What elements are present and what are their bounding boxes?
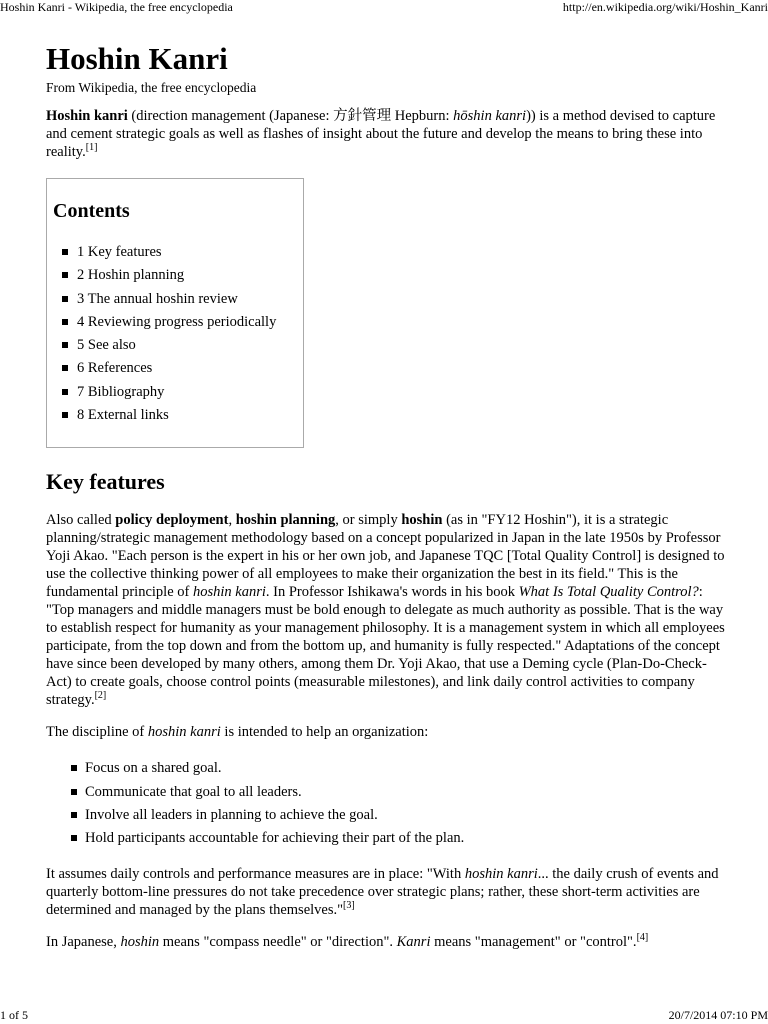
toc-item-external-links[interactable] — [77, 404, 303, 427]
print-header-title: Hoshin Kanri - Wikipedia, the free encyclopedia — [0, 0, 233, 14]
toc-item-hoshin-planning[interactable] — [77, 264, 303, 287]
toc-item-bibliography[interactable] — [77, 381, 303, 404]
bullet-icon — [62, 249, 68, 255]
toc-item-label[interactable]: 3 The annual hoshin review — [77, 290, 238, 307]
list-item — [85, 781, 726, 804]
text-run: means "compass needle" or "direction". — [159, 933, 397, 950]
intro-japanese-term[interactable]: 方針管理 — [333, 108, 392, 124]
print-timestamp: 20/7/2014 07:10 PM — [668, 1008, 768, 1022]
toc-item-label[interactable]: 2 Hoshin planning — [77, 267, 185, 284]
bold-term: hoshin — [401, 512, 443, 529]
key-features-paragraph — [46, 511, 726, 709]
citation-3[interactable]: [3] — [343, 899, 355, 911]
section-heading-key-features: Key features — [46, 469, 165, 495]
bullet-icon — [62, 389, 68, 395]
intro-text-1: (direction management (Japanese: — [127, 108, 334, 124]
citation-2[interactable]: [2] — [94, 690, 107, 702]
discipline-paragraph — [46, 723, 726, 741]
bullet-icon — [62, 412, 68, 418]
toc-item-label[interactable]: 4 Reviewing progress periodically — [77, 313, 277, 330]
list-item — [85, 804, 726, 827]
intro-text-2: Hepburn: — [391, 108, 454, 124]
toc-heading: Contents — [53, 200, 130, 222]
text-run: In Japanese, — [46, 933, 121, 950]
bold-term: policy deployment — [115, 512, 229, 529]
toc-item-label[interactable]: 8 External links — [77, 407, 169, 424]
bullet-icon — [62, 365, 68, 371]
text-run: It assumes daily controls and performance measures are in place: "With — [46, 865, 465, 882]
text-run: Also called — [46, 512, 116, 529]
italic-term: hoshin — [120, 933, 160, 950]
list-item-text: Communicate that goal to all leaders. — [85, 783, 302, 800]
toc-item-annual-review[interactable] — [77, 288, 303, 311]
assumption-paragraph — [46, 865, 726, 919]
citation-1[interactable]: [1] — [85, 142, 98, 154]
italic-term: Kanri — [396, 933, 431, 950]
list-item-text: Involve all leaders in planning to achieve the goal. — [85, 806, 378, 823]
text-run: , or simply — [335, 512, 402, 529]
toc-item-reviewing-progress[interactable] — [77, 311, 303, 334]
intro-term: Hoshin kanri — [46, 108, 128, 124]
japanese-meaning-paragraph — [46, 933, 726, 951]
bullet-icon — [62, 319, 68, 325]
text-run: : "Top managers and middle managers must be bold enough to delegate as much authority as possible. That is the way to establish respect for humanity as your management philosophy. It is a management system in which all employees participate, from the top down and from the bottom up, and humanity is fully respected." Adaptations of the concept have since been developed by many others, among them Dr. Yoji Akao, that use a Deming cycle (Plan-Do-Check-Act) to create goals, choose control points (measurable milestones), and link daily control activities to company strategy. — [46, 584, 725, 709]
toc-item-label[interactable]: 6 References — [77, 360, 153, 377]
print-header-url[interactable]: http://en.wikipedia.org/wiki/Hoshin_Kanri — [562, 0, 768, 14]
toc-list — [53, 241, 303, 427]
italic-term: hoshin kanri — [192, 584, 266, 601]
intro-romaji: hōshin kanri — [453, 108, 527, 124]
text-run: means "management" or "control". — [430, 933, 637, 950]
article-content — [46, 41, 726, 951]
list-item-text: Focus on a shared goal. — [85, 760, 222, 777]
intro-paragraph — [46, 107, 726, 161]
toc-item-label[interactable]: 5 See also — [77, 337, 136, 354]
page-title: Hoshin Kanri — [46, 41, 228, 76]
bullet-icon — [71, 835, 77, 841]
toc-item-label[interactable]: 7 Bibliography — [77, 383, 165, 400]
text-run: (as in "FY12 Hoshin"), it is a strategic planning/strategic management methodology based on a concept popularized in Japan in the late 1950s by Professor Yoji Akao. "Each person is the expert in his or her own job, and Japanese TQC [Total Quality Control] is designed to use the collective thinking power of all employees to make their organization the best in its field." This is the fundamental principle of — [46, 512, 725, 601]
text-run: The discipline of — [46, 724, 148, 741]
bullet-icon — [62, 342, 68, 348]
toc-item-key-features[interactable] — [77, 241, 303, 264]
list-item-text: Hold participants accountable for achieving their part of the plan. — [85, 830, 465, 847]
text-run: ... the daily crush of events and quarterly bottom-line pressures do not take precedence over strategic plans; rather, these short-term activities are determined and managed by the plans themselves." — [46, 865, 719, 918]
book-title: What Is Total Quality Control? — [518, 584, 699, 601]
site-tagline: From Wikipedia, the free encyclopedia — [46, 80, 257, 95]
citation-4[interactable]: [4] — [636, 931, 649, 943]
bullet-icon — [71, 789, 77, 795]
table-of-contents — [46, 178, 304, 448]
italic-term: hoshin kanri — [147, 724, 221, 741]
list-item — [85, 827, 726, 850]
text-run: , — [228, 512, 236, 529]
bullet-icon — [71, 812, 77, 818]
page-counter: 1 of 5 — [0, 1008, 28, 1022]
bullet-icon — [62, 272, 68, 278]
text-run: is intended to help an organization: — [220, 724, 429, 741]
toc-item-see-also[interactable] — [77, 334, 303, 357]
goals-list — [46, 757, 726, 850]
text-run: . In Professor Ishikawa's words in his book — [265, 584, 519, 601]
bold-term: hoshin planning — [235, 512, 336, 529]
intro-text-3: )) is a method devised to capture and cement strategic goals as well as flashes of insight about the future and develop the means to bring these into reality. — [46, 108, 716, 160]
toc-item-references[interactable] — [77, 357, 303, 380]
italic-term: hoshin kanri — [464, 865, 538, 882]
bullet-icon — [62, 296, 68, 302]
bullet-icon — [71, 765, 77, 771]
list-item — [85, 757, 726, 780]
toc-item-label[interactable]: 1 Key features — [77, 244, 162, 260]
